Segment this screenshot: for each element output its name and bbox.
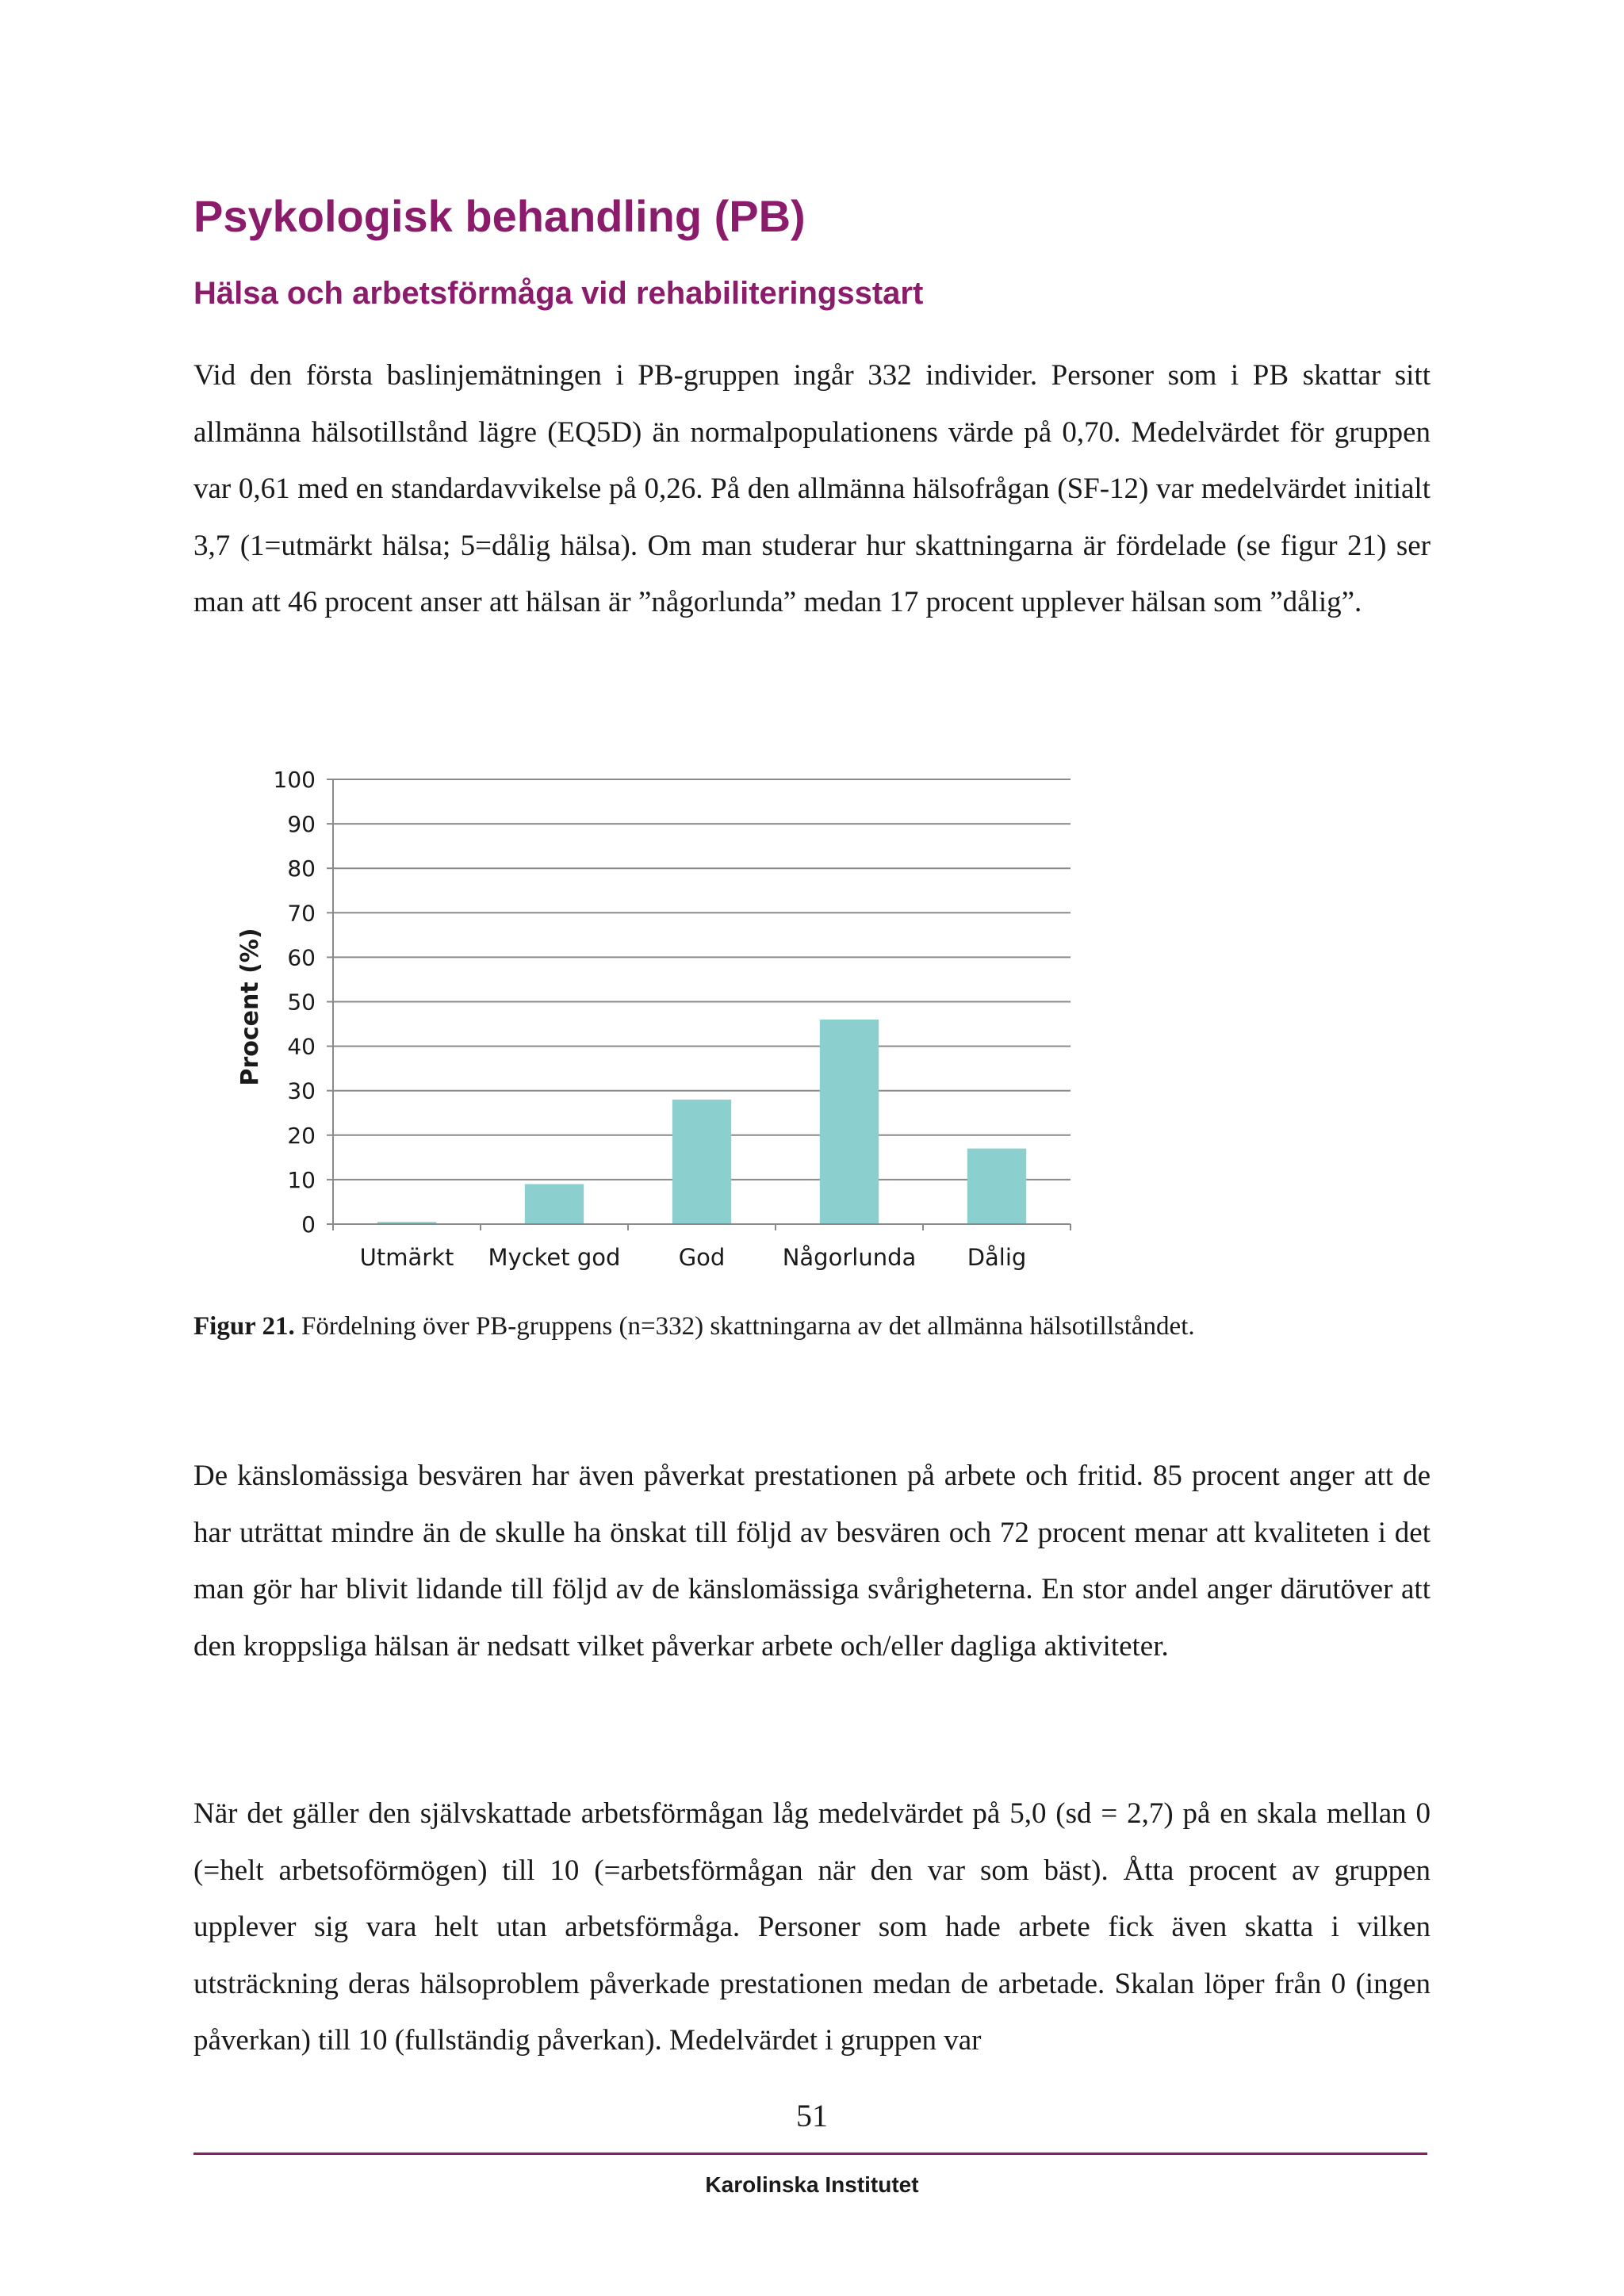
x-tick-label: Någorlunda xyxy=(782,1244,917,1271)
y-tick-label: 0 xyxy=(301,1211,316,1238)
y-tick-label: 50 xyxy=(287,989,316,1016)
footer-organization: Karolinska Institutet xyxy=(705,2172,919,2197)
y-tick-label: 70 xyxy=(287,900,316,927)
paragraph-work-ability: När det gäller den självskattade arbetsförmågan låg medelvärdet på 5,0 (sd = 2,7) på en skala mellan 0 (=helt arbetsoförmögen) till 10 (=arbetsförmågan när den var som bäst). Åtta procent av gruppen upplever sig vara helt utan arbetsförmåga. Personer som hade arbete fick även skatta i vilken utsträckning deras hälsoproblem påverkade prestationen medan de arbetade. Skalan löper från 0 (ingen påverkan) till 10 (fullständig påverkan). Medelvärdet i gruppen var xyxy=(193,1797,1431,2057)
bar-3 xyxy=(820,1020,879,1224)
bar-chart-svg xyxy=(222,753,1110,1292)
x-tick-label: Utmärkt xyxy=(359,1244,454,1271)
y-tick-label: 10 xyxy=(287,1166,316,1193)
y-tick-label: 90 xyxy=(287,811,316,838)
y-tick-label: 60 xyxy=(287,944,316,971)
figure-caption xyxy=(193,1312,1195,1341)
x-tick-label: Mycket god xyxy=(488,1244,621,1271)
health-distribution-chart xyxy=(222,753,1110,1292)
y-tick-label: 40 xyxy=(287,1033,316,1060)
paragraph-intro: Vid den första baslinjemätningen i PB-gruppen ingår 332 individer. Personer som i PB skattar sitt allmänna hälsotillstånd lägre (EQ5D) än normalpopulationens värde på 0,70. Medelvärdet för gruppen var 0,61 med en standardavvikelse på 0,26. På den allmänna hälsofrågan (SF-12) var medelvärdet initialt 3,7 (1=utmärkt hälsa; 5=dålig hälsa). Om man studerar hur skattningarna är fördelade (se figur 21) ser man att 46 procent anser att hälsan är ”någorlunda” medan 17 procent upplever hälsan som ”dålig”. xyxy=(193,359,1431,618)
y-tick-label: 20 xyxy=(287,1122,316,1149)
section-subtitle: Hälsa och arbetsförmåga vid rehabiliteringsstart xyxy=(193,276,924,311)
bar-1 xyxy=(525,1184,584,1224)
y-tick-label: 30 xyxy=(287,1077,316,1104)
x-tick-label: God xyxy=(678,1244,726,1271)
bar-2 xyxy=(672,1100,731,1224)
paragraph-performance: De känslomässiga besvären har även påverkat prestationen på arbete och fritid. 85 procent anger att de har uträttat mindre än de skulle ha önskat till följd av besvären och 72 procent menar att kvaliteten i det man gör har blivit lidande till följd av de känslomässiga svårigheterna. En stor andel anger därutöver att den kroppsliga hälsan är nedsatt vilket påverkar arbete och/eller dagliga aktiviteter. xyxy=(193,1460,1431,1663)
footer-divider xyxy=(193,2152,1427,2155)
page-title: Psykologisk behandling (PB) xyxy=(193,191,806,241)
figure-caption-text: Fördelning över PB-gruppens (n=332) skattningarna av det allmänna hälsotillståndet. xyxy=(301,1312,1195,1341)
bar-4 xyxy=(967,1149,1026,1224)
x-tick-label: Dålig xyxy=(967,1244,1027,1271)
page-number: 51 xyxy=(796,2098,828,2133)
y-axis-label: Procent (%) xyxy=(236,928,264,1086)
figure-caption-label: Figur 21. xyxy=(193,1312,295,1341)
y-tick-label: 100 xyxy=(273,767,316,793)
y-tick-label: 80 xyxy=(287,855,316,882)
